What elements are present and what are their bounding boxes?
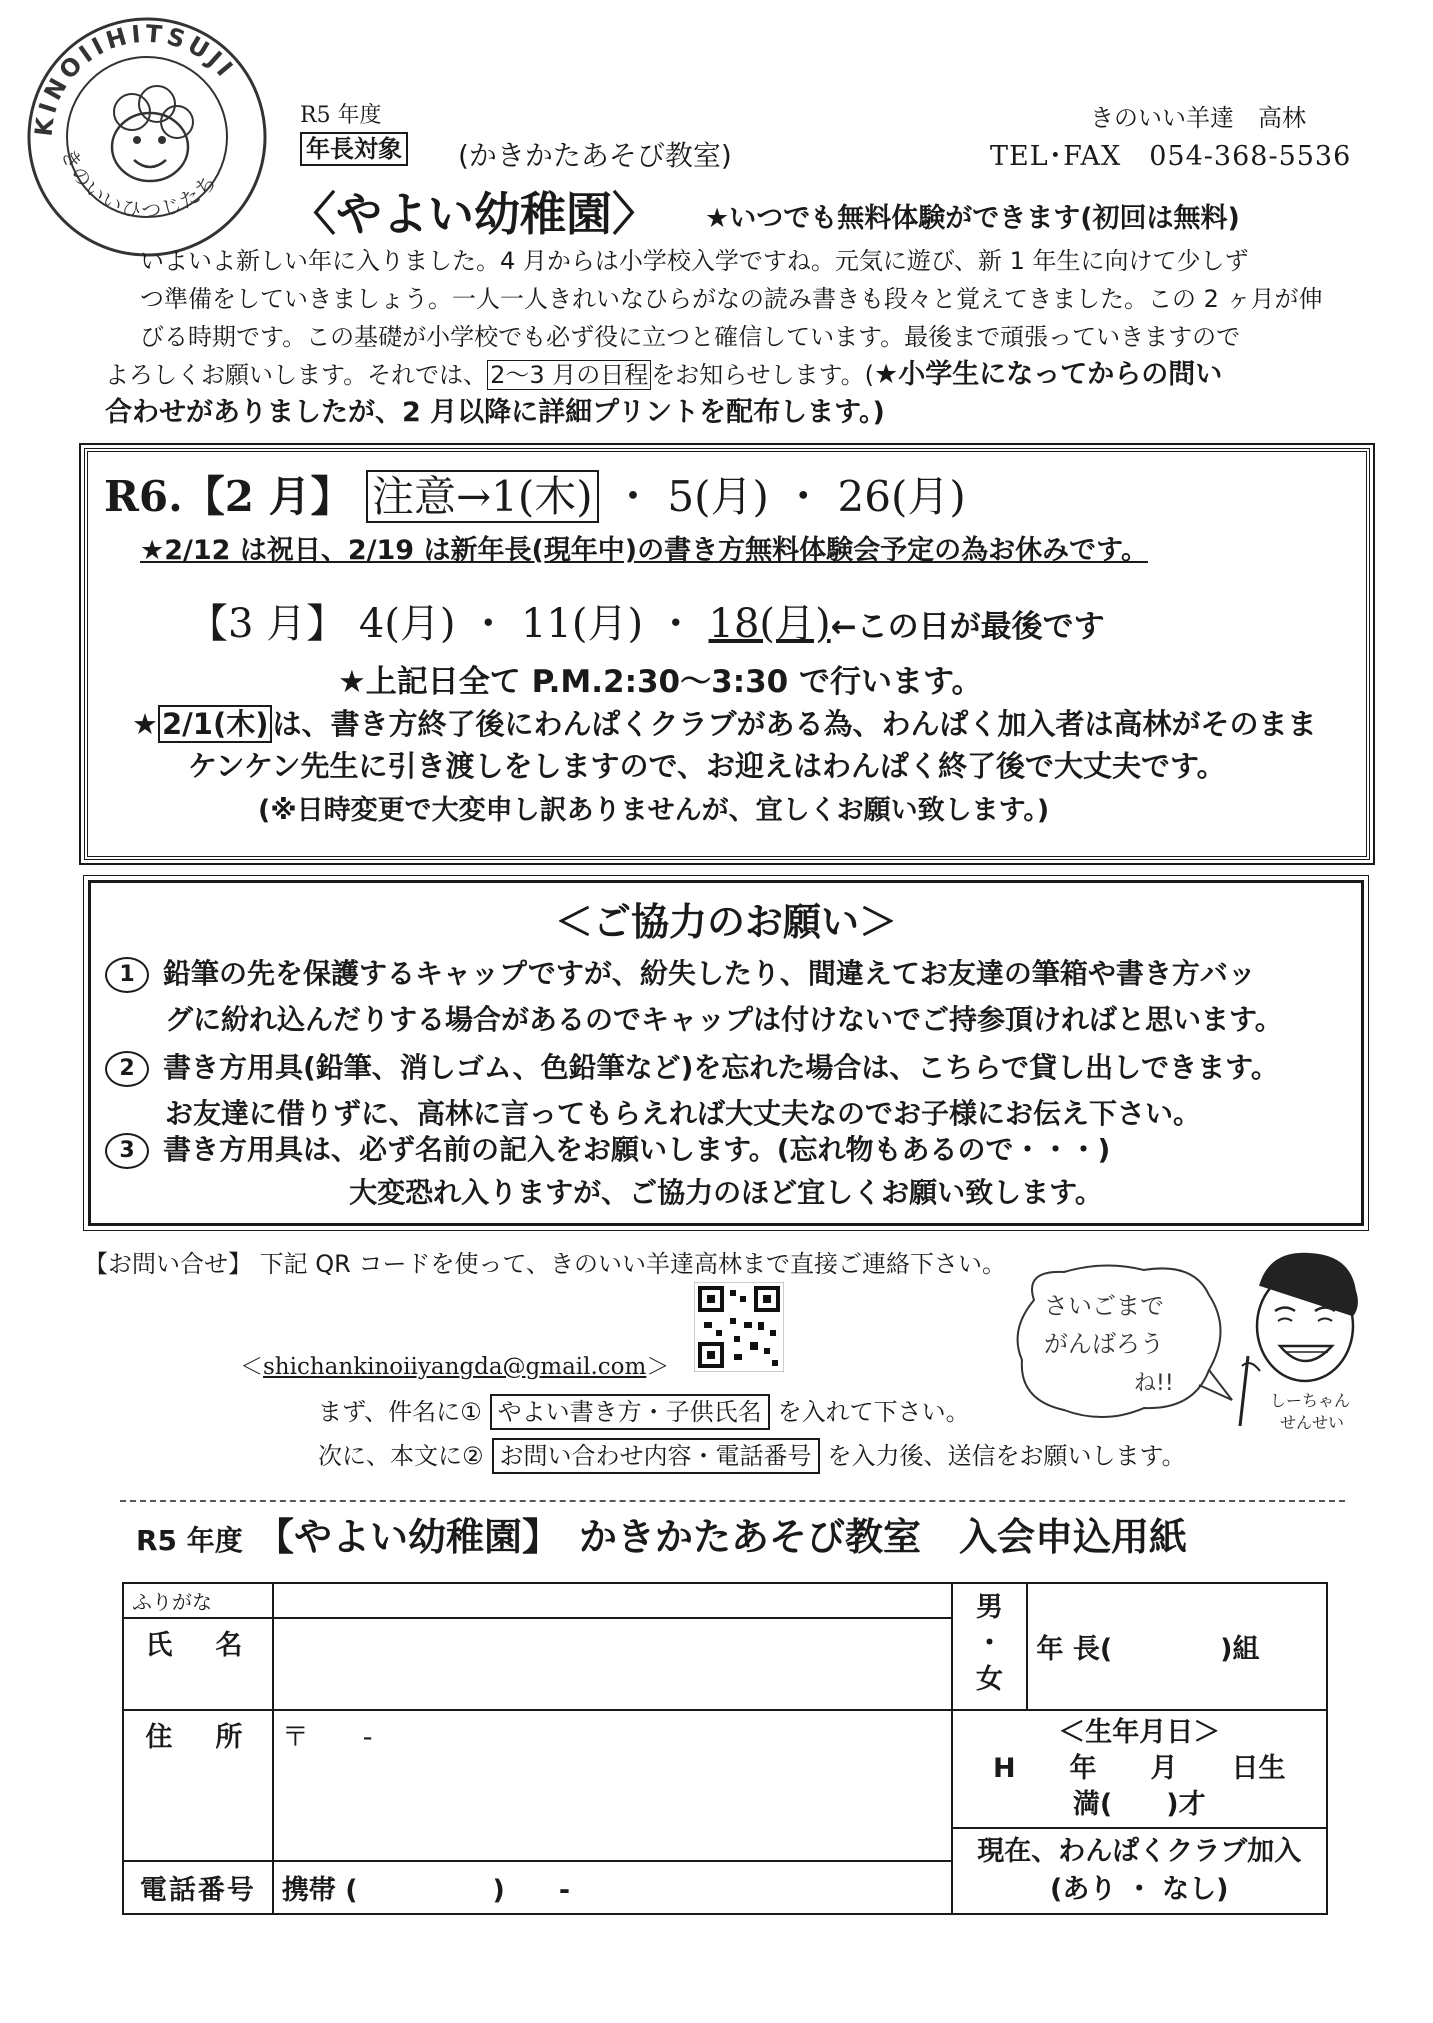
phone-label: 電話番号 xyxy=(123,1861,273,1914)
item-text: 書き方用具(鉛筆、消しゴム、色鉛筆など)を忘れた場合は、こちらで貸し出しできます。 xyxy=(163,1051,1279,1084)
address-field[interactable]: 〒 - xyxy=(273,1710,952,1861)
gender-male[interactable]: 男 xyxy=(975,1592,1003,1623)
intro-text: をお知らせします。( xyxy=(651,361,874,389)
february-schedule xyxy=(104,464,966,524)
intro-line: いよいよ新しい年に入りました。4 月からは小学校入学ですね。元気に遊び、新 1 年生に向けて少しず xyxy=(140,247,1249,275)
application-form xyxy=(122,1582,1328,1915)
schedule-box xyxy=(84,448,1370,860)
instruction-text: 次に、本文に② xyxy=(318,1442,484,1470)
email-link[interactable]: shichankinoiiyangda@gmail.com xyxy=(263,1354,647,1380)
cooperation-item xyxy=(105,951,1283,1043)
address-label: 住 所 xyxy=(123,1710,273,1861)
march-schedule xyxy=(188,592,1105,649)
cut-line xyxy=(120,1500,1345,1502)
apology-note: (※日時変更で大変申し訳ありませんが、宜しくお願い致します。) xyxy=(258,795,1050,826)
contact-instruction-body xyxy=(318,1436,1186,1471)
form-title xyxy=(136,1506,1187,1561)
bubble-text: ね!! xyxy=(1134,1371,1174,1396)
school-title: 〈やよい幼稚園〉 xyxy=(290,187,658,241)
instruction-text: を入れて下さい。 xyxy=(777,1398,970,1426)
class-cell[interactable]: 年 長( )組 xyxy=(1027,1583,1327,1710)
birthday-label: ＜生年月日＞ xyxy=(1058,1717,1221,1748)
item-text: 書き方用具は、必ず名前の記入をお願いします。(忘れ物もあるので・・・) xyxy=(163,1133,1111,1166)
gender-dot: ・ xyxy=(975,1628,1003,1659)
instruction-text: を入力後、送信をお願いします。 xyxy=(827,1442,1186,1470)
item-number: 3 xyxy=(105,1133,149,1169)
special-date-box: 2/1(木) xyxy=(158,705,272,743)
item-text: 鉛筆の先を保護するキャップですが、紛失したり、間違えてお友達の筆箱や書き方バッ xyxy=(163,957,1256,990)
february-label: R6.【2 月】 xyxy=(104,472,353,521)
class-name: (かきかたあそび教室) xyxy=(458,139,732,172)
cooperation-item xyxy=(105,1127,1110,1173)
special-note-cont: ケンケン先生に引き渡しをしますので、お迎えはわんぱく終了後で大丈夫です。 xyxy=(188,749,1226,783)
item-number: 1 xyxy=(105,957,149,993)
gender-cell[interactable] xyxy=(952,1583,1028,1710)
time-note: ★上記日全て P.M.2:30〜3:30 で行います。 xyxy=(338,664,983,700)
speech-bubble xyxy=(1004,1260,1234,1430)
phone-field[interactable]: 携帯 ( ) - xyxy=(273,1861,952,1914)
sensei-label: せんせい xyxy=(1280,1413,1345,1432)
march-dates: 【3 月】 4(月) ・ 11(月) ・ xyxy=(188,601,696,647)
club-stamp-logo xyxy=(22,12,272,262)
instruction-text: まず、件名に① xyxy=(318,1398,482,1426)
february-note-box: 注意→1(木) xyxy=(366,470,599,523)
age-field[interactable]: 満( )才 xyxy=(1072,1789,1206,1820)
free-trial-note: ★いつでも無料体験ができます(初回は無料) xyxy=(705,203,1240,234)
name-field[interactable] xyxy=(273,1618,952,1710)
svg-text:KINOIIHITSUJI: KINOIIHITSUJI xyxy=(29,19,241,138)
sensei-label: しーちゃん xyxy=(1270,1391,1351,1410)
cooperation-box xyxy=(88,880,1364,1226)
contact-instruction-subject xyxy=(318,1392,970,1427)
qr-code-icon[interactable] xyxy=(694,1282,784,1372)
contact-label: 【お問い合せ】 下記 QR コードを使って、きのいい羊達高林まで直接ご連絡下さい。 xyxy=(84,1250,1006,1278)
item-text: グに紛れ込んだりする場合があるのでキャップは付けないでご持参頂ければと思います。 xyxy=(165,1003,1283,1036)
bubble-text: がんばろう xyxy=(1044,1330,1164,1358)
wanpaku-cell[interactable] xyxy=(952,1828,1327,1914)
special-note xyxy=(132,702,1316,743)
birthday-fields[interactable]: H 年 月 日生 xyxy=(992,1753,1286,1784)
birthday-cell[interactable] xyxy=(952,1710,1327,1828)
february-dates: ・ 5(月) ・ 26(月) xyxy=(612,472,966,521)
february-holiday-note: ★2/12 は祝日、2/19 は新年長(現年中)の書き方無料体験会予定の為お休みです。 xyxy=(140,535,1148,566)
wanpaku-options[interactable]: (あり ・ なし) xyxy=(1050,1874,1229,1905)
march-last-date: 18(月) xyxy=(708,601,831,647)
furigana-field[interactable] xyxy=(273,1583,952,1618)
email-bracket: ＞ xyxy=(646,1354,670,1380)
intro-paragraph xyxy=(105,242,1335,432)
cooperation-title: ＜ご協力のお願い＞ xyxy=(554,900,897,944)
email-line xyxy=(240,1348,669,1381)
march-last-note: ←この日が最後です xyxy=(830,609,1105,645)
body-box: お問い合わせ内容・電話番号 xyxy=(492,1438,820,1474)
form-title-main: 【やよい幼稚園】 かきかたあそび教室 入会申込用紙 xyxy=(256,1515,1188,1559)
special-text: は、書き方終了後にわんぱくクラブがある為、わんぱく加入者は高林がそのまま xyxy=(272,707,1317,741)
gender-female[interactable]: 女 xyxy=(975,1664,1003,1695)
schedule-period-box: 2〜3 月の日程 xyxy=(487,360,651,390)
bubble-text: さいごまで xyxy=(1044,1292,1164,1320)
intro-emphasis: ★小学生になってからの問い xyxy=(874,359,1223,390)
item-number: 2 xyxy=(105,1051,149,1087)
email-bracket: ＜ xyxy=(240,1354,263,1380)
fiscal-year: R5 年度 xyxy=(300,103,382,128)
intro-line: 合わせがありましたが、2 月以降に詳細プリントを配布します。) xyxy=(105,397,885,428)
item-text: お友達に借りずに、高林に言ってもらえれば大丈夫なのでお子様にお伝え下さい。 xyxy=(165,1097,1202,1130)
cooperation-closing: 大変恐れ入りますが、ご協力のほど宜しくお願い致します。 xyxy=(349,1176,1103,1209)
subject-box: やよい書き方・子供氏名 xyxy=(490,1394,770,1430)
intro-line: びる時期です。この基礎が小学校でも必ず役に立つと確信しています。最後まで頑張っていきますので xyxy=(140,323,1241,351)
cooperation-item xyxy=(105,1045,1279,1137)
intro-text: よろしくお願いします。それでは、 xyxy=(105,361,488,389)
form-title-year: R5 年度 xyxy=(136,1524,243,1557)
wanpaku-label: 現在、わんぱくクラブ加入 xyxy=(977,1836,1302,1867)
target-badge: 年長対象 xyxy=(300,132,408,166)
furigana-label: ふりがな xyxy=(123,1583,273,1618)
teacher-caricature-icon xyxy=(1230,1246,1370,1436)
organization: きのいい羊達 高林 xyxy=(1090,104,1306,132)
star-mark: ★ xyxy=(132,707,158,741)
tel-fax: TEL･FAX 054-368-5536 xyxy=(990,141,1352,172)
name-label: 氏 名 xyxy=(123,1618,273,1710)
intro-line: つ準備をしていきましょう。一人一人きれいなひらがなの読み書きも段々と覚えてきました。この 2 ヶ月が伸 xyxy=(140,285,1323,313)
intro-line xyxy=(105,356,1335,394)
svg-text:きのいいひつじたち: きのいいひつじたち xyxy=(56,145,223,223)
